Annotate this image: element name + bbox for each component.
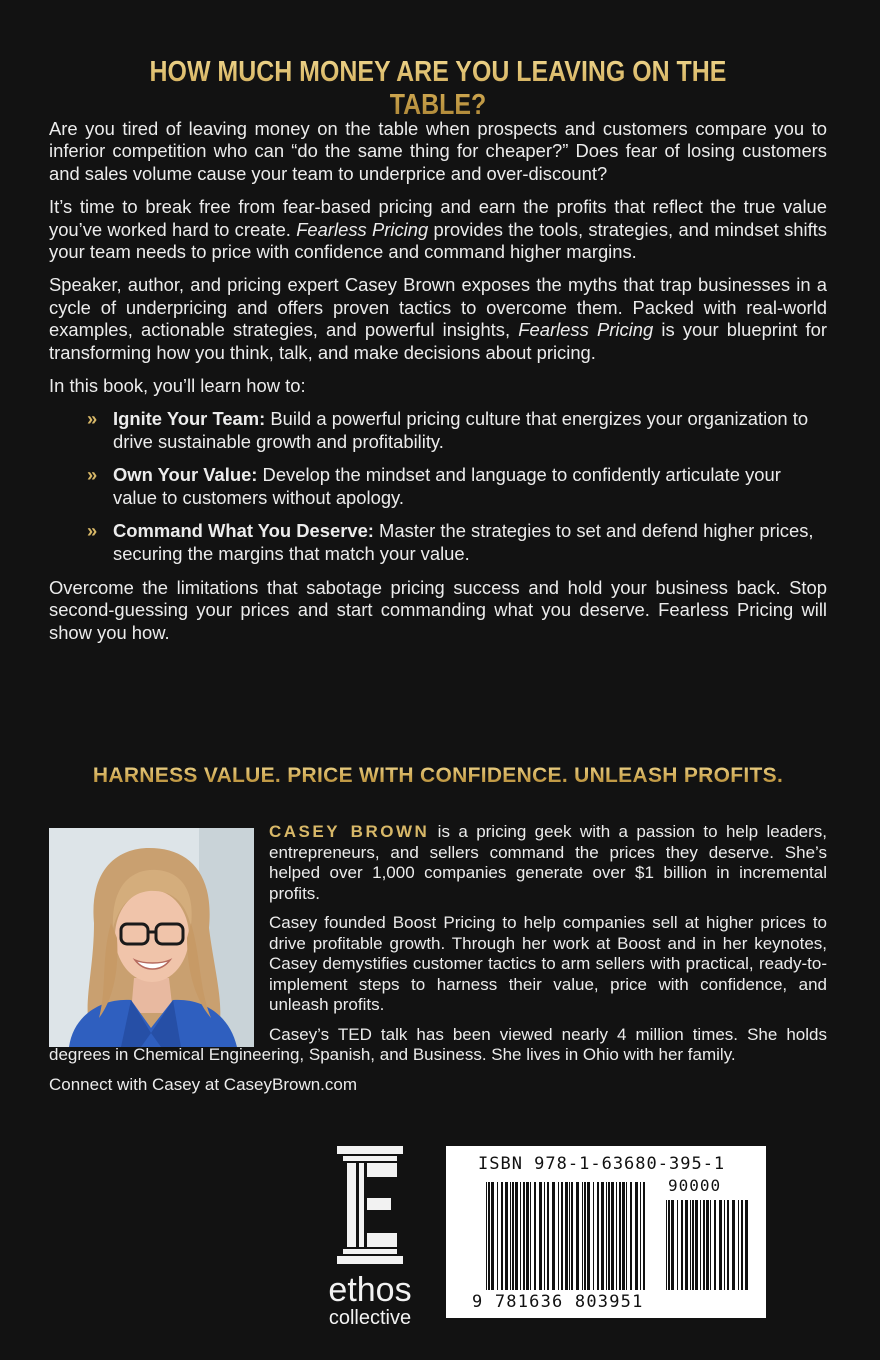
barcode-bar — [512, 1182, 514, 1290]
book-title: Fearless Pricing — [296, 218, 429, 240]
barcode-bar — [700, 1200, 701, 1290]
barcode-bar — [486, 1182, 487, 1290]
publisher-name: ethos — [328, 1271, 412, 1309]
barcode-bar — [626, 1182, 627, 1290]
barcode-bar — [695, 1200, 698, 1290]
barcode-bar — [501, 1182, 503, 1290]
barcode-bar — [593, 1182, 594, 1290]
barcode-bar — [523, 1182, 525, 1290]
author-name: CASEY BROWN — [269, 822, 430, 841]
barcode-bar — [643, 1182, 645, 1290]
intro-paragraph-4: In this book, you’ll learn how to: — [49, 375, 306, 397]
barcode-bar — [587, 1182, 590, 1290]
headline: HOW MUCH MONEY ARE YOU LEAVING ON THE TABLE? — [103, 56, 772, 122]
list-item: » Ignite Your Team: Build a powerful pricing culture that energizes your organization to drive sustainable growth and profitability. — [87, 408, 809, 452]
barcode-bar — [539, 1182, 542, 1290]
barcode-bar — [619, 1182, 621, 1290]
isbn-number: ISBN 978-1-63680-395-1 — [478, 1154, 726, 1174]
description — [49, 118, 827, 655]
barcode-bar — [685, 1200, 688, 1290]
book-title: Fearless Pricing — [518, 319, 654, 341]
barcode-bar — [534, 1182, 536, 1290]
barcode-bar — [681, 1200, 683, 1290]
barcode-bar — [558, 1182, 559, 1290]
barcode-bar — [703, 1200, 705, 1290]
barcode-bar — [608, 1182, 610, 1290]
intro-paragraph-1: Are you tired of leaving money on the table when prospects and customers compare you to inferior competition who can “do the same thing for cheaper?” Does fear of losing customers and sales volume cause your team to underprice and over-discount? — [49, 118, 827, 184]
chevron-right-icon: » — [87, 520, 98, 542]
bio-paragraph-1: CASEY BROWN is a pricing geek with a passion to help leaders, entrepreneurs, and sellers command the prices they deserve. She’s helped over 1,000 companies generate over $1 billion in incremental profits. — [269, 822, 827, 903]
chevron-right-icon: » — [87, 408, 98, 430]
tagline: HARNESS VALUE. PRICE WITH CONFIDENCE. UNLEASH PROFITS. — [49, 764, 827, 788]
barcode-bar — [601, 1182, 604, 1290]
publisher-subname: collective — [328, 1307, 412, 1329]
list-item: » Command What You Deserve: Master the strategies to set and defend higher prices, securing the margins that match your value. — [87, 520, 814, 564]
barcode-bar — [668, 1200, 670, 1290]
price-code: 90000 — [668, 1176, 722, 1195]
barcode-bar — [520, 1182, 521, 1290]
barcode-bar — [732, 1200, 735, 1290]
barcode-bar — [547, 1182, 549, 1290]
barcode-bar — [491, 1182, 494, 1290]
barcode-bar — [640, 1182, 641, 1290]
isbn-barcode — [446, 1146, 766, 1318]
barcode-bar — [741, 1200, 743, 1290]
barcode-bar — [719, 1200, 722, 1290]
barcode-bar — [738, 1200, 739, 1290]
barcode-bar — [606, 1182, 607, 1290]
closing-paragraph: Overcome the limitations that sabotage pricing success and hold your business back. Stop second-guessing your prices and start commanding what you deserve. Fearless Pricing will show you how. — [49, 576, 827, 643]
barcode-bar — [724, 1200, 725, 1290]
barcode-bar — [622, 1182, 625, 1290]
barcode-bar — [630, 1182, 632, 1290]
barcode-bar — [714, 1200, 716, 1290]
chevron-right-icon: » — [87, 464, 98, 486]
publisher-logo — [308, 1146, 432, 1336]
barcode-bar — [584, 1182, 586, 1290]
barcode-bar — [671, 1200, 674, 1290]
barcode-bar — [552, 1182, 555, 1290]
bio-paragraph-3: Casey’s TED talk has been viewed nearly 4 million times. She holds degrees in Chemical Engineering, Spanish, and Business. She lives in Ohio with her family. — [49, 1024, 827, 1064]
barcode-bar — [530, 1182, 531, 1290]
barcode-bar — [692, 1200, 694, 1290]
barcode-bar — [569, 1182, 570, 1290]
author-bio — [49, 822, 827, 1104]
barcode-bar — [710, 1200, 711, 1290]
barcode-bar — [690, 1200, 691, 1290]
pillar-e-icon — [335, 1146, 405, 1264]
bio-contact: Connect with Casey at CaseyBrown.com — [49, 1074, 358, 1094]
barcode-bar — [544, 1182, 545, 1290]
barcode-bar — [571, 1182, 573, 1290]
list-item: » Own Your Value: Develop the mindset and language to confidently articulate your value to customers without apology. — [87, 464, 781, 508]
barcode-bar — [576, 1182, 579, 1290]
barcode-bar — [565, 1182, 568, 1290]
barcode-bar — [635, 1182, 638, 1290]
barcode-bar — [666, 1200, 667, 1290]
barcode-bar — [526, 1182, 529, 1290]
barcode-bar — [677, 1200, 678, 1290]
barcode-bar — [510, 1182, 511, 1290]
bio-paragraph-2: Casey founded Boost Pricing to help companies sell at higher prices to drive profitable growth. Through her work at Boost and in her keynotes, Casey demystifies customer tactics to arm sellers with practical, ready-to-implement steps to harness their value, price with confidence, and unleash profits. — [269, 913, 827, 1014]
barcode-bar — [515, 1182, 518, 1290]
learning-list — [49, 408, 827, 564]
barcode-bar — [706, 1200, 709, 1290]
ean-number: 9 781636 803951 — [472, 1292, 644, 1312]
intro-paragraph-3: Speaker, author, and pricing expert Casey Brown exposes the myths that trap businesses in a cycle of underpricing and offers proven tactics to overcome them. Packed with real-world examples, actionable strategies, and powerful insights, Fearless Pricing is your blueprint for transforming how you think, talk, and make decisions about pricing. — [49, 274, 827, 363]
barcode-bar — [582, 1182, 583, 1290]
intro-paragraph-2: It’s time to break free from fear-based pricing and earn the profits that reflect the true value you’ve worked hard to create. Fearless Pricing provides the tools, strategies, and mindset shifts your team needs to price with confidence and command higher margins. — [49, 196, 827, 263]
barcode-bar — [597, 1182, 599, 1290]
barcode-bar — [611, 1182, 614, 1290]
barcode-bar — [616, 1182, 617, 1290]
barcode-bar — [497, 1182, 498, 1290]
barcode-bar — [561, 1182, 563, 1290]
barcode-bar — [727, 1200, 729, 1290]
barcode-bar — [488, 1182, 490, 1290]
barcode-bar — [505, 1182, 508, 1290]
barcode-bar — [745, 1200, 748, 1290]
